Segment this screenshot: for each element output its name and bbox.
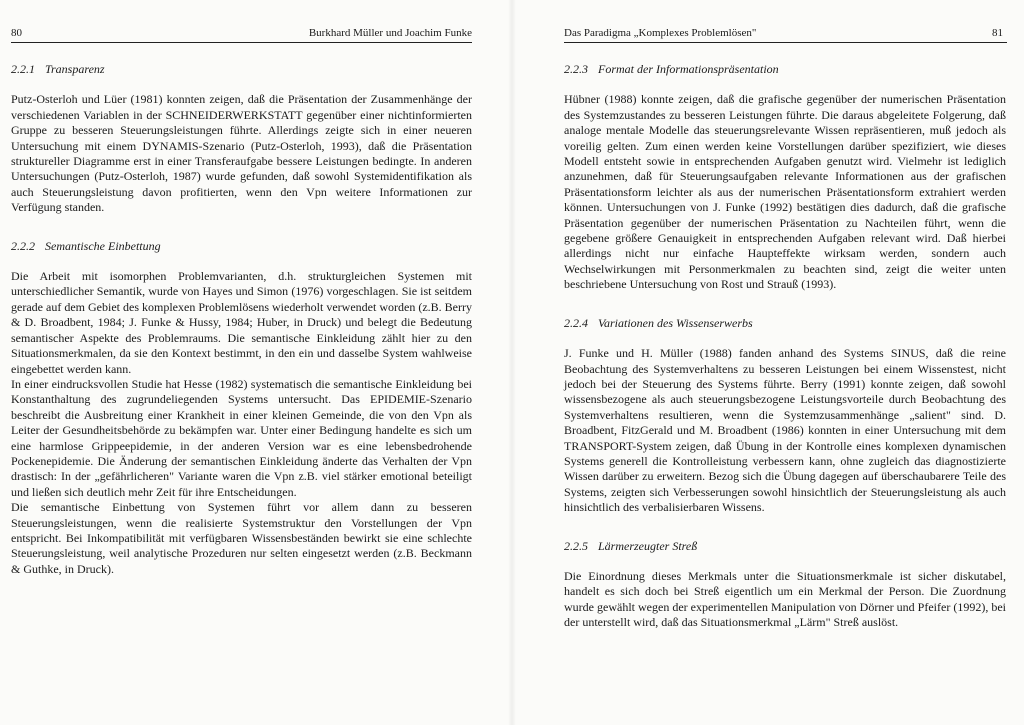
paragraph: Hübner (1988) konnte zeigen, daß die grafische gegenüber der numerischen Präsentation des Systemzustandes zu besseren Leistungen führte. Die daraus abgeleitete Folgerung, daß analoge mentale Modelle das steuerungsrelevante Wissen repräsentieren, muß jedoch als voreilig gelten. Zum einen werden keine Vorstellungen darüber spezifiziert, wie dieses Modell entsteht sowie in entsprechenden Aufgaben genutzt wird. Vielmehr ist lediglich anzunehmen, daß für Steuerungsaufgaben relevante Informationen aus der grafischen Präsentationsform leichter als aus der numerischen Präsentationsform extrahiert werden können. Untersuchungen von J. Funke (1992) bestätigen dies dadurch, daß die grafische Präsentation gegenüber der numerischen Präsentation zu Nachteilen führt, wenn die gegebene größere Genauigkeit in entsprechenden Aufgaben relevant wird. Daß hierbei allerdings nicht nur einfache Haupteffekte wirksam werden, sondern auch Wechselwirkungen mit Personmerkmalen zu beachten sind, zeigt die weiter unten beschriebene Untersuchung von Rost und Strauß (1993). [564, 92, 1006, 292]
section-heading: 2.2.2 Semantische Einbettung [11, 238, 161, 253]
left-page-body [11, 62, 472, 577]
right-page-body [564, 62, 1006, 631]
section-heading: 2.2.1 Transparenz [11, 62, 105, 76]
section-heading: 2.2.3 Format der Informationspräsentation [564, 62, 779, 76]
paragraph: Putz-Osterloh und Lüer (1981) konnten zeigen, daß die Präsentation der Zusammenhänge der verschiedenen Variablen in der SCHNEIDERWERKSTATT gegenüber einer nichtinformierten Gruppe zu besseren Steuerungsleistungen führte. Allerdings zeigte sich in einer neueren Untersuchung mit einem DYNAMIS-Szenario (Putz-Osterloh, 1993), daß die Präsentation struktureller Diagramme erst in einer Transferaufgabe bessere Leistungen bedingte. In anderen Untersuchungen (Putz-Osterloh, 1987) wurde gefunden, daß sowohl Systemidentifikation als auch Steuerungsleistung davon profitierten, wenn den Vpn weitere Informationen zur Verfügung standen. [11, 92, 472, 215]
section-heading: 2.2.5 Lärmerzeugter Streß [564, 538, 698, 553]
paragraph: Die Einordnung dieses Merkmals unter die Situationsmerkmale ist sicher diskutabel, handelt es sich doch bei Streß eigentlich um ein Merkmal der Person. Die Zuordnung wurde gewählt wegen der experimentellen Manipulation von Dörner und Pfeifer (1992), bei der unterstellt wird, daß das Situationsmerkmal „Lärm" Streß auslöst. [564, 568, 1006, 630]
right-page [512, 0, 1024, 725]
left-page-header [11, 27, 472, 43]
page-number: 80 [11, 27, 22, 39]
paragraph: Die semantische Einbettung von Systemen führt vor allem dann zu besseren Steuerungsleistungen, wenn die realisierte Systemstruktur den Vorstellungen der Vpn entspricht. Bei Inkompatibilität mit verfügbaren Wissensbeständen bewirkt sie eine schlechte Steuerungsleistung, weil analytische Prozeduren nur selten eingesetzt werden (z.B. Beckmann & Guthke, in Druck). [11, 500, 472, 576]
right-page-header [564, 27, 1007, 43]
running-head: Burkhard Müller und Joachim Funke [308, 27, 472, 39]
running-head: Das Paradigma „Komplexes Problemlösen" [564, 27, 757, 39]
paragraph: In einer eindrucksvollen Studie hat Hesse (1982) systematisch die semantische Einkleidung bei Konstanthaltung des zugrundeliegenden Systems untersucht. Das EPIDEMIE-Szenario beschreibt die Ausbreitung einer Krankheit in einer kleinen Gemeinde, die von den Vpn als Leiter der Gesundheitsbehörde zu bekämpfen war. Unter einer Bedingung handelte es sich um eine harmlose Grippeepidemie, in der anderen Version war es eine lebensbedrohende Pockenepidemie. Die Änderung der semantischen Einkleidung änderte das Verhalten der Vpn drastisch: In der „gefährlicheren" Variante waren die Vpn z.B. viel stärker emotional beteiligt und ließen sich deutlich mehr Zeit für ihre Entscheidungen. [11, 376, 472, 499]
paragraph: J. Funke und H. Müller (1988) fanden anhand des Systems SINUS, daß die reine Beobachtung des Systemverhaltens zu besseren Leistungen bei einem Wissenstest, nicht jedoch bei der Steuerung des Systems führte. Berry (1991) konnte zeigen, daß sowohl wissensbezogene als auch steuerungsbezogene Leistungsvorteile durch Beobachtung des Systemverhaltens resultieren, wenn die Systemzusammenhänge „salient" sind. D. Broadbent, FitzGerald und M. Broadbent (1986) konnten in einer Untersuchung mit dem TRANSPORT-System zeigen, daß Übung in der Kontrolle eines komplexen dynamischen Systems generell die Kontrolleistung verbessern kann, ohne zugleich das diagnostizierte Wissen darüber zu erweitern. Bezog sich die Übung dagegen auf überschaubarere Teile des Systems, zeigten sich Verbesserungen sowohl hinsichtlich der Steuerungsleistung als auch hinsichtlich des verbalisierbaren Wissens. [564, 346, 1006, 515]
section-heading: 2.2.4 Variationen des Wissenserwerbs [564, 315, 753, 330]
page-number: 81 [992, 27, 1003, 39]
paragraph: Die Arbeit mit isomorphen Problemvarianten, d.h. strukturgleichen Systemen mit unterschiedlicher Semantik, wurde von Hayes und Simon (1976) vorgeschlagen. Sie ist seitdem gerade auf dem Gebiet des komplexen Problemlösens wiederholt verwendet worden (z.B. Berry & D. Broadbent, 1984; J. Funke & Hussy, 1984; Huber, in Druck) und belegt die Bedeutung semantischer Aspekte des Problemraums. Die semantische Einkleidung zählt hier zu den Situationsmerkmalen, da sie den Kontext bestimmt, in den ein und dasselbe System wahlweise eingebettet werden kann. [11, 269, 472, 376]
